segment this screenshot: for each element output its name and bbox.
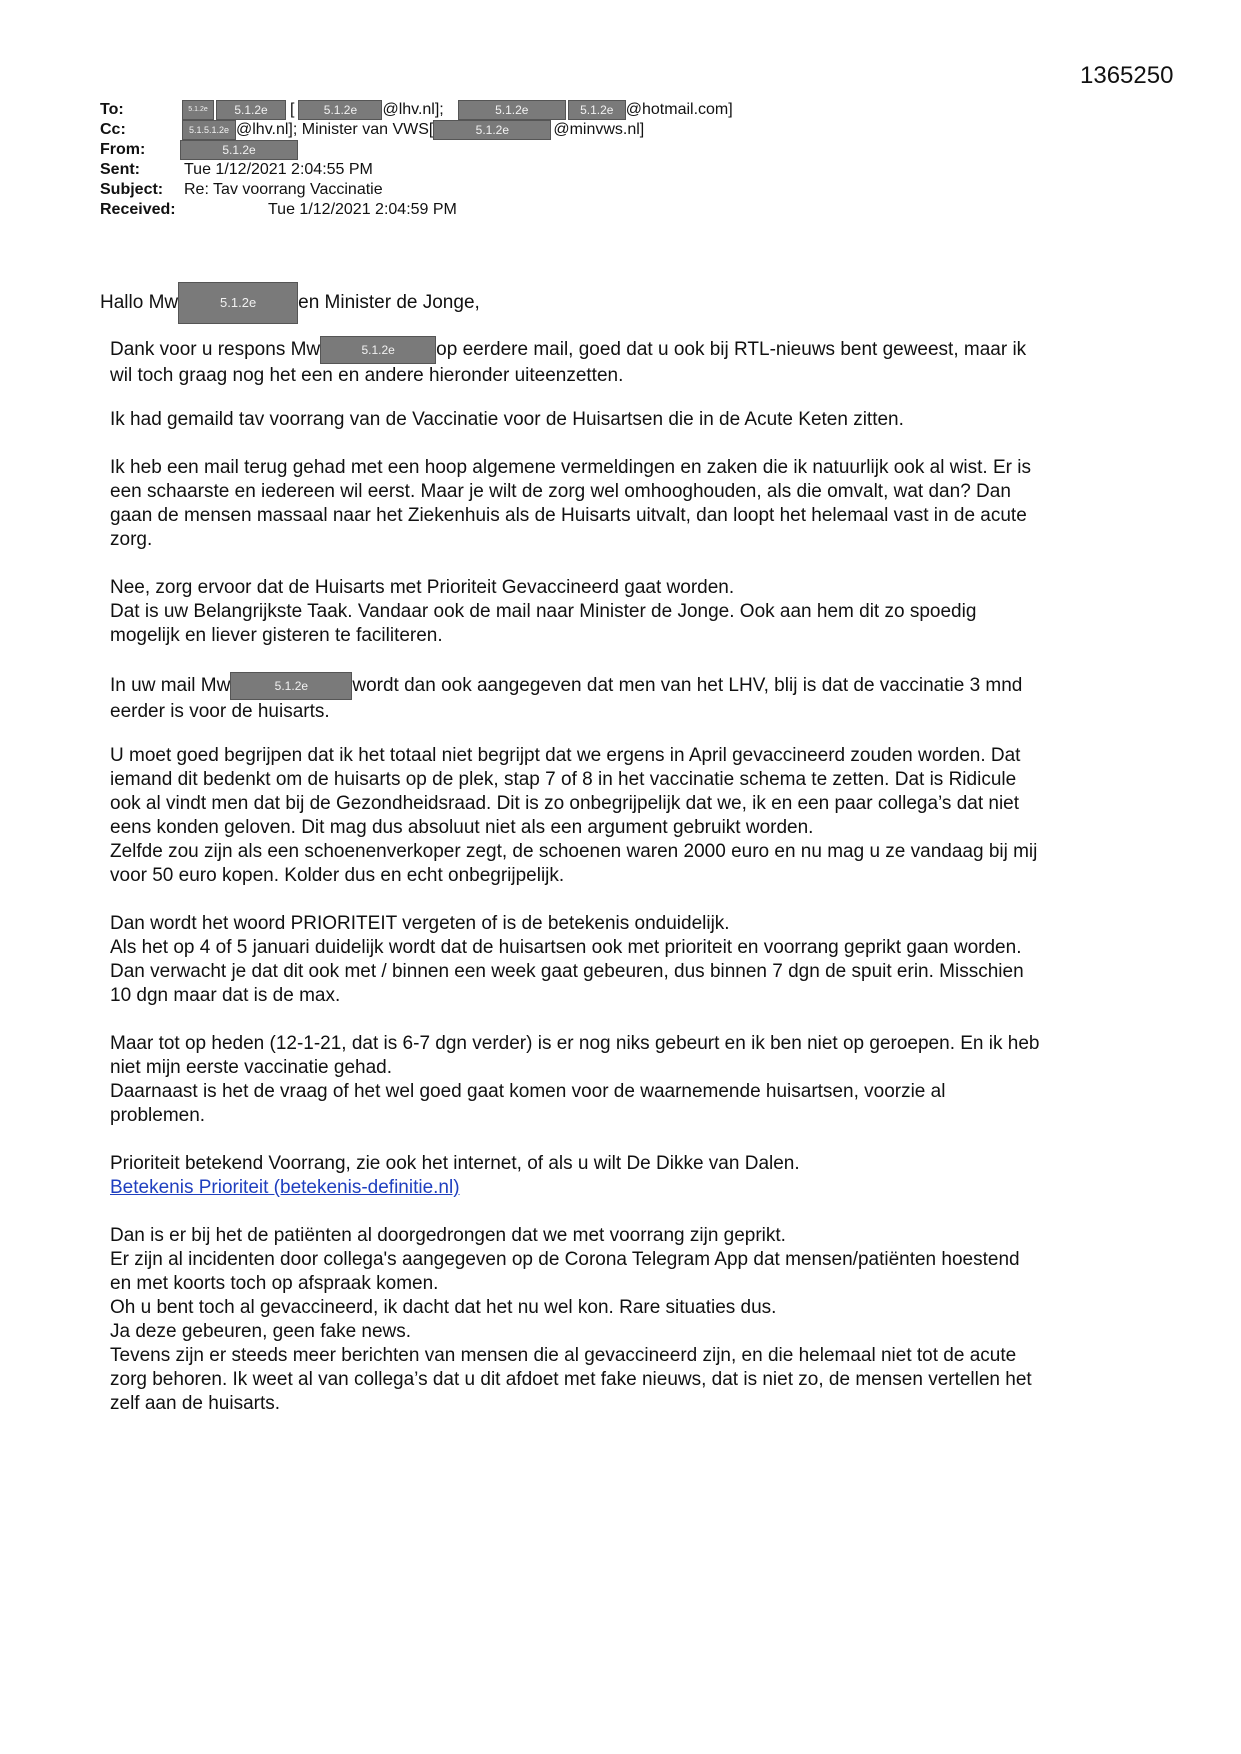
cc-domain: @minvws.nl]	[553, 121, 645, 139]
paragraph-1	[110, 336, 1140, 388]
paragraph-line: Daarnaast is het de vraag of het wel goed gaat komen voor de waarnemende huisartsen, voorzie al	[110, 1081, 946, 1102]
paragraph-line: Nee, zorg ervoor dat de Huisarts met Prioriteit Gevaccineerd gaat worden.	[110, 577, 735, 598]
paragraph-line: gaan de mensen massaal naar het Ziekenhuis als de Huisarts uitvalt, dan loopt het helemaal vast in de acute	[110, 505, 1027, 526]
cc-text: @lhv.nl]; Minister van VWS[	[236, 121, 434, 139]
paragraph-line: Prioriteit betekend Voorrang, zie ook het internet, of als u wilt De Dikke van Dalen.	[110, 1153, 800, 1174]
paragraph-line: zorg.	[110, 529, 153, 550]
paragraph-9	[110, 1152, 1140, 1200]
paragraph-line: voor 50 euro kopen. Kolder dus en echt onbegrijpelijk.	[110, 865, 565, 886]
paragraph-line: 10 dgn maar dat is de max.	[110, 985, 341, 1006]
salutation	[100, 282, 480, 324]
paragraph-line: Er zijn al incidenten door collega's aangegeven op de Corona Telegram App dat mensen/patiënten hoestend	[110, 1249, 1020, 1270]
to-label: To:	[100, 101, 124, 118]
sent-label: Sent:	[100, 161, 140, 178]
paragraph-7	[110, 912, 1140, 1008]
redaction: 5.1.2e	[458, 100, 566, 120]
redaction: 5.1.2e	[433, 120, 551, 140]
paragraph-line: Oh u bent toch al gevaccineerd, ik dacht dat het nu wel kon. Rare situaties dus.	[110, 1297, 777, 1318]
redaction: 5.1.2e	[320, 336, 436, 364]
redaction: 5.1.2e	[216, 100, 286, 120]
paragraph-line: problemen.	[110, 1105, 206, 1126]
received-value: Tue 1/12/2021 2:04:59 PM	[268, 201, 457, 218]
text: wordt dan ook aangegeven dat men van het LHV, blij is dat de vaccinatie 3 mnd	[352, 675, 1023, 697]
redaction: 5.1.2e	[568, 100, 626, 120]
paragraph-line: zelf aan de huisarts.	[110, 1393, 281, 1414]
paragraph-line: zorg behoren. Ik weet al van collega’s dat u dit afdoet met fake nieuws, dat is niet zo, de mensen vertellen het	[110, 1369, 1032, 1390]
paragraph-3	[110, 456, 1140, 552]
to-bracket: [	[290, 101, 295, 119]
paragraph-5	[110, 672, 1140, 724]
paragraph-line: Ik heb een mail terug gehad met een hoop algemene vermeldingen en zaken die ik natuurlijk ook al wist. Er is	[110, 457, 1031, 478]
paragraph-line: Maar tot op heden (12-1-21, dat is 6-7 dgn verder) is er nog niks gebeurt en ik ben niet op geroepen. En ik heb	[110, 1033, 1040, 1054]
sent-value: Tue 1/12/2021 2:04:55 PM	[184, 161, 373, 178]
paragraph-line	[110, 672, 1140, 700]
redaction: 5.1.2e	[178, 282, 298, 324]
text: op eerdere mail, goed dat u ook bij RTL-nieuws bent geweest, maar ik	[436, 339, 1027, 361]
redaction: 5.1.2e	[180, 140, 298, 160]
salutation-text-b: en Minister de Jonge,	[298, 292, 480, 314]
document-number: 1365250	[1080, 62, 1174, 89]
from-value	[180, 140, 298, 160]
paragraph-10	[110, 1224, 1140, 1416]
paragraph-8	[110, 1032, 1140, 1128]
paragraph-line: Als het op 4 of 5 januari duidelijk wordt dat de huisartsen ook met prioriteit en voorrang geprikt gaan worden.	[110, 937, 1022, 958]
salutation-text-a: Hallo Mw	[100, 292, 179, 314]
received-label: Received:	[100, 201, 176, 218]
paragraph-line	[110, 336, 1140, 364]
paragraph-line: en met koorts toch op afspraak komen.	[110, 1273, 439, 1294]
paragraph-line: U moet goed begrijpen dat ik het totaal niet begrijpt dat we ergens in April gevaccineerd zouden worden. Dat	[110, 745, 1021, 766]
to-domain-1: @lhv.nl];	[382, 101, 444, 119]
paragraph-line: Ja deze gebeuren, geen fake news.	[110, 1321, 412, 1342]
paragraph-line: mogelijk en liever gisteren te faciliteren.	[110, 625, 443, 646]
text: Dank voor u respons Mw	[110, 339, 321, 361]
paragraph-line: Tevens zijn er steeds meer berichten van mensen die al gevaccineerd zijn, en die helemaal niet tot de acute	[110, 1345, 1017, 1366]
subject-label: Subject:	[100, 181, 164, 198]
paragraph-line: iemand dit bedenkt om de huisarts op de plek, stap 7 of 8 in het vaccinatie schema te zetten. Dat is Ridicule	[110, 769, 1017, 790]
paragraph-line: Dat is uw Belangrijkste Taak. Vandaar ook de mail naar Minister de Jonge. Ook aan hem dit zo spoedig	[110, 601, 977, 622]
paragraph-line: niet mijn eerste vaccinatie gehad.	[110, 1057, 392, 1078]
paragraph-6	[110, 744, 1140, 888]
cc-label: Cc:	[100, 121, 126, 138]
paragraph-line	[110, 1176, 1140, 1200]
paragraph-line: Ik had gemaild tav voorrang van de Vaccinatie voor de Huisartsen die in de Acute Keten zitten.	[110, 409, 904, 430]
paragraph-line: Zelfde zou zijn als een schoenenverkoper zegt, de schoenen waren 2000 euro en nu mag u ze vandaag bij mij	[110, 841, 1038, 862]
paragraph-line: wil toch graag nog het een en andere hieronder uiteenzetten.	[110, 365, 624, 386]
paragraph-line: Dan wordt het woord PRIORITEIT vergeten of is de betekenis onduidelijk.	[110, 913, 730, 934]
subject-value: Re: Tav voorrang Vaccinatie	[184, 181, 383, 198]
paragraph-line: een schaarste en iedereen wil eerst. Maar je wilt de zorg wel omhooghouden, als die omvalt, wat dan? Dan	[110, 481, 1011, 502]
paragraph-line: Dan is er bij het de patiënten al doorgedrongen dat we met voorrang zijn geprikt.	[110, 1225, 786, 1246]
paragraph-line: ook al vindt men dat bij de Gezondheidsraad. Dit is zo onbegrijpelijk dat we, ik en een paar collega’s dat niet	[110, 793, 1020, 814]
redaction: 5.1.5.1.2e	[182, 120, 236, 140]
paragraph-4	[110, 576, 1140, 648]
betekenis-link[interactable]: Betekenis Prioriteit (betekenis-definitie.nl)	[110, 1177, 460, 1198]
to-domain-2: @hotmail.com]	[625, 101, 733, 119]
paragraph-line: eens konden geloven. Dit mag dus absoluut niet als een argument gebruikt worden.	[110, 817, 814, 838]
paragraph-line: eerder is voor de huisarts.	[110, 701, 330, 722]
paragraph-line: Dan verwacht je dat dit ook met / binnen een week gaat gebeuren, dus binnen 7 dgn de spuit erin. Misschien	[110, 961, 1024, 982]
cc-value	[182, 120, 644, 140]
paragraph-2	[110, 408, 1140, 432]
from-label: From:	[100, 141, 146, 158]
redaction: 5.1.2e	[230, 672, 352, 700]
to-value	[182, 100, 733, 120]
text: In uw mail Mw	[110, 675, 231, 697]
redaction: 5.1.2e	[182, 100, 214, 120]
redaction: 5.1.2e	[298, 100, 382, 120]
